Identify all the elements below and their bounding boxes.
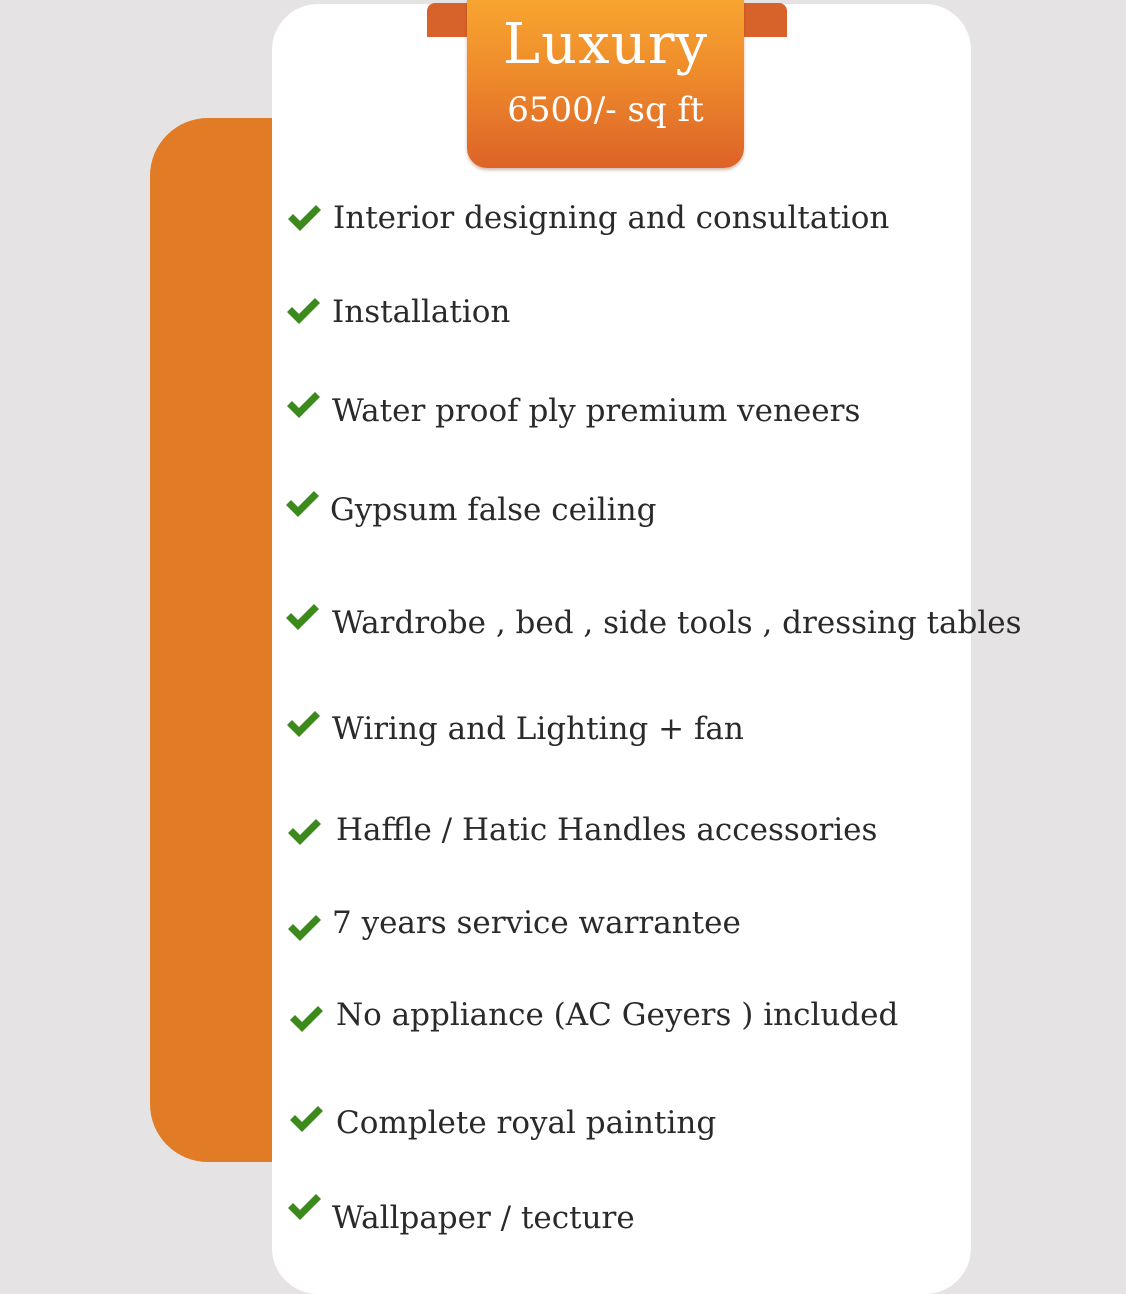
feature-item (0, 193, 1126, 243)
feature-label: Wallpaper / tecture (332, 1200, 635, 1236)
feature-label: Haffle / Hatic Handles accessories (336, 812, 878, 848)
feature-item (0, 704, 1126, 754)
checkmark-icon (283, 488, 321, 520)
checkmark-icon (283, 601, 321, 633)
feature-label: No appliance (AC Geyers ) included (336, 997, 899, 1033)
feature-item (0, 598, 1126, 648)
feature-item (0, 990, 1126, 1040)
checkmark-icon (285, 816, 323, 848)
plan-name: Luxury (502, 12, 709, 77)
feature-label: Wiring and Lighting + fan (332, 711, 744, 747)
feature-label: Complete royal painting (336, 1105, 717, 1141)
checkmark-icon (287, 1103, 325, 1135)
feature-item (0, 1098, 1126, 1148)
feature-item (0, 287, 1126, 337)
feature-label: Water proof ply premium veneers (332, 393, 861, 429)
checkmark-icon (284, 295, 322, 327)
checkmark-icon (284, 708, 322, 740)
feature-item (0, 386, 1126, 436)
feature-label: Installation (332, 294, 511, 330)
feature-label: Interior designing and consultation (333, 200, 890, 236)
feature-item (0, 898, 1126, 948)
checkmark-icon (285, 202, 323, 234)
feature-label: 7 years service warrantee (332, 905, 741, 941)
checkmark-icon (285, 1191, 323, 1223)
feature-item (0, 805, 1126, 855)
checkmark-icon (284, 389, 322, 421)
plan-ribbon (467, 0, 744, 168)
feature-label: Wardrobe , bed , side tools , dressing tables (332, 605, 1022, 641)
feature-label: Gypsum false ceiling (330, 492, 657, 528)
feature-item (0, 485, 1126, 535)
feature-item (0, 1193, 1126, 1243)
plan-price: 6500/- sq ft (507, 90, 704, 130)
checkmark-icon (285, 912, 323, 944)
checkmark-icon (287, 1003, 325, 1035)
